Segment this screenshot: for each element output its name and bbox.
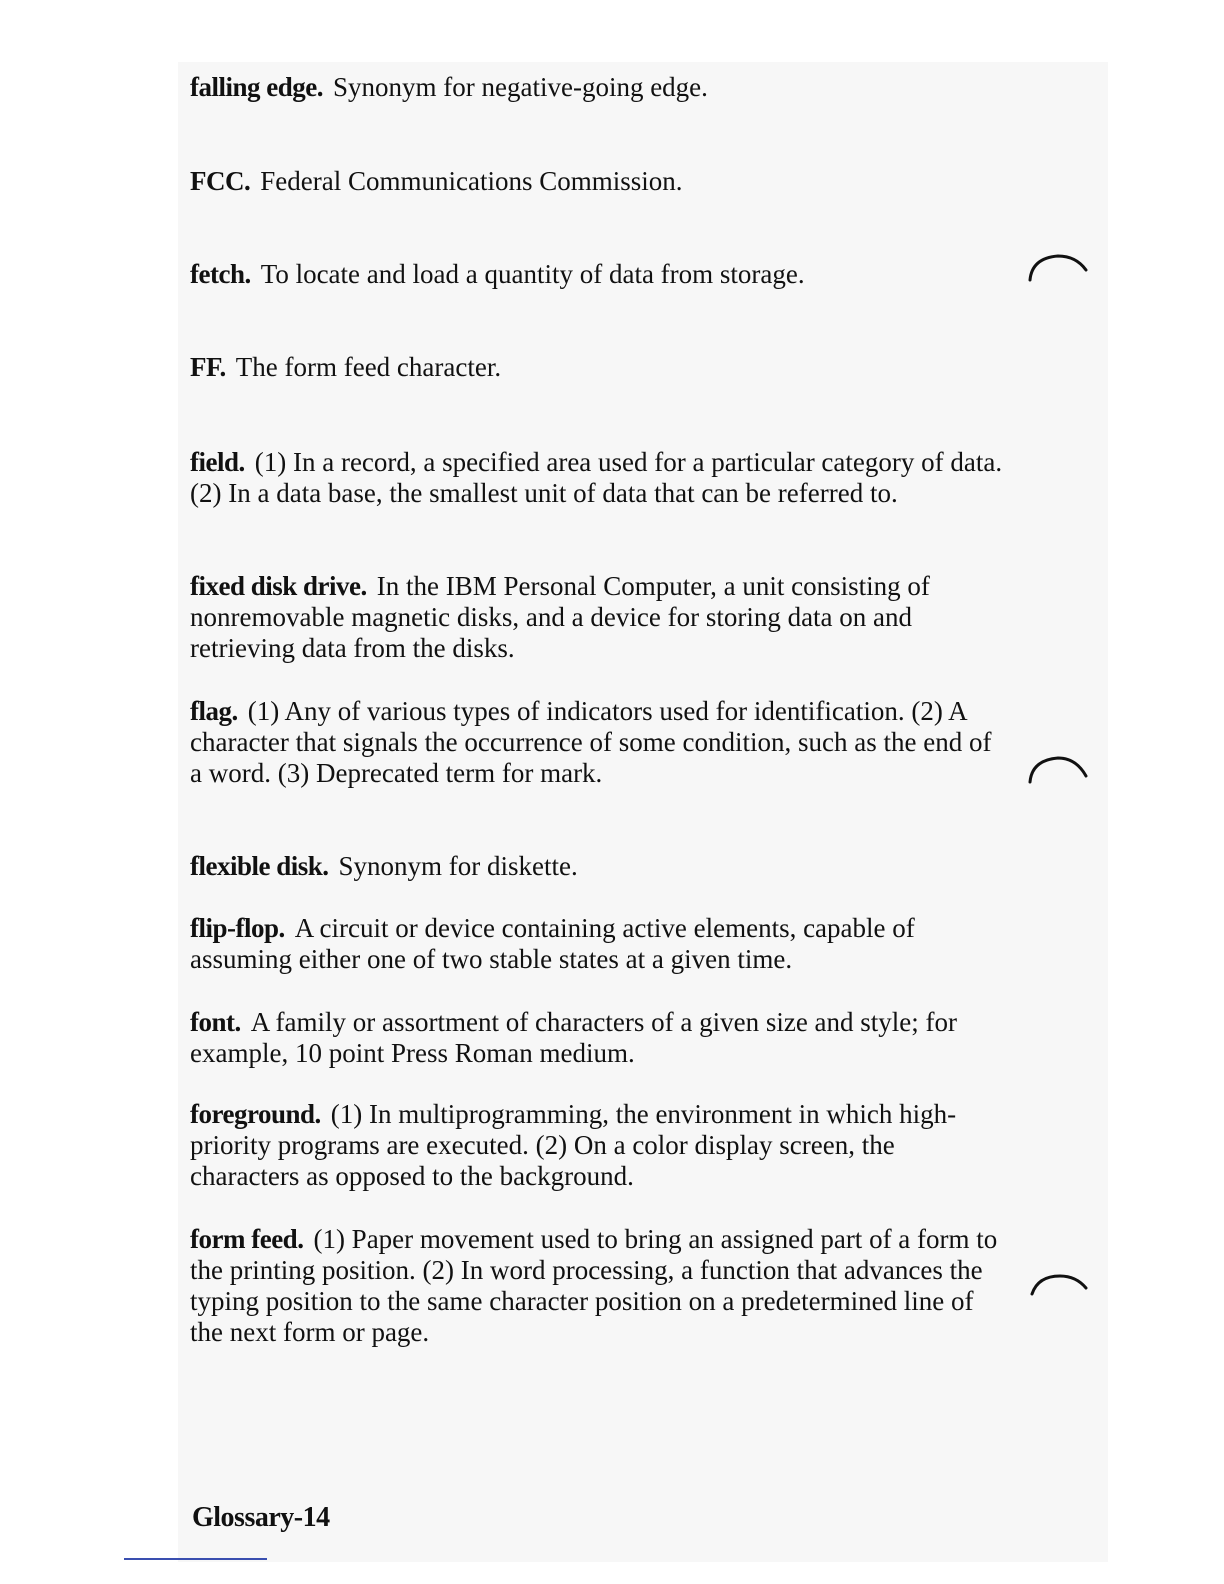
entry-term: flag. — [190, 696, 238, 726]
glossary-entry-fixed-disk-drive — [190, 571, 1010, 664]
binder-tab-arc-icon — [1026, 752, 1090, 784]
page-footer-label: Glossary-14 — [192, 1502, 330, 1533]
entry-term: flexible disk. — [190, 851, 329, 881]
entry-term: foreground. — [190, 1099, 321, 1129]
entry-term: flip-flop. — [190, 913, 285, 943]
entry-definition: In the IBM Personal Computer, a unit consisting of nonremovable magnetic disks, and a device for storing data on and retrieving data from the disks. — [190, 571, 930, 663]
glossary-entry-fcc — [190, 166, 1010, 197]
entry-definition: A circuit or device containing active elements, capable of assuming either one of two stable states at a given time. — [190, 913, 915, 974]
entry-definition: (1) In multiprogramming, the environment in which high-priority programs are executed. (2) On a color display screen, the characters as opposed to the background. — [190, 1099, 957, 1191]
glossary-entry-field — [190, 447, 1010, 509]
entry-definition: (1) Any of various types of indicators used for identification. (2) A character that signals the occurrence of some condition, such as the end of a word. (3) Deprecated term for mark. — [190, 696, 992, 788]
glossary-entry-fetch — [190, 259, 1010, 290]
entry-term: field. — [190, 447, 245, 477]
glossary-entry-flexible-disk — [190, 851, 1010, 882]
entry-definition: The form feed character. — [235, 352, 502, 382]
glossary-entry-foreground — [190, 1099, 1010, 1192]
glossary-entry-form-feed — [190, 1224, 1010, 1348]
entry-term: fetch. — [190, 259, 251, 289]
glossary-entry-ff — [190, 352, 1010, 383]
entry-term: FF. — [190, 352, 226, 382]
entry-term: FCC. — [190, 166, 251, 196]
entry-definition: (1) In a record, a specified area used for a particular category of data. (2) In a data base, the smallest unit of data that can be referred to. — [190, 447, 1003, 508]
entry-term: fixed disk drive. — [190, 571, 367, 601]
entry-term: font. — [190, 1007, 241, 1037]
glossary-entry-falling-edge — [190, 72, 1010, 103]
entry-definition: Federal Communications Commission. — [260, 166, 683, 196]
entry-definition: To locate and load a quantity of data from storage. — [260, 259, 805, 289]
binder-tab-arc-icon — [1026, 250, 1090, 282]
entry-definition: (1) Paper movement used to bring an assigned part of a form to the printing position. (2) In word processing, a function that advances the typing position to the same character position on a predetermined line of the next form or page. — [190, 1224, 998, 1347]
entry-definition: A family or assortment of characters of a given size and style; for example, 10 point Press Roman medium. — [190, 1007, 958, 1068]
bottom-divider — [124, 1558, 267, 1560]
glossary-entry-font — [190, 1007, 1010, 1069]
glossary-entry-flag — [190, 696, 1010, 789]
binder-tab-arc-icon — [1026, 1268, 1090, 1300]
glossary-entry-flip-flop — [190, 913, 1010, 975]
entry-term: falling edge. — [190, 72, 323, 102]
entry-definition: Synonym for negative-going edge. — [333, 72, 708, 102]
entry-definition: Synonym for diskette. — [338, 851, 578, 881]
entry-term: form feed. — [190, 1224, 304, 1254]
